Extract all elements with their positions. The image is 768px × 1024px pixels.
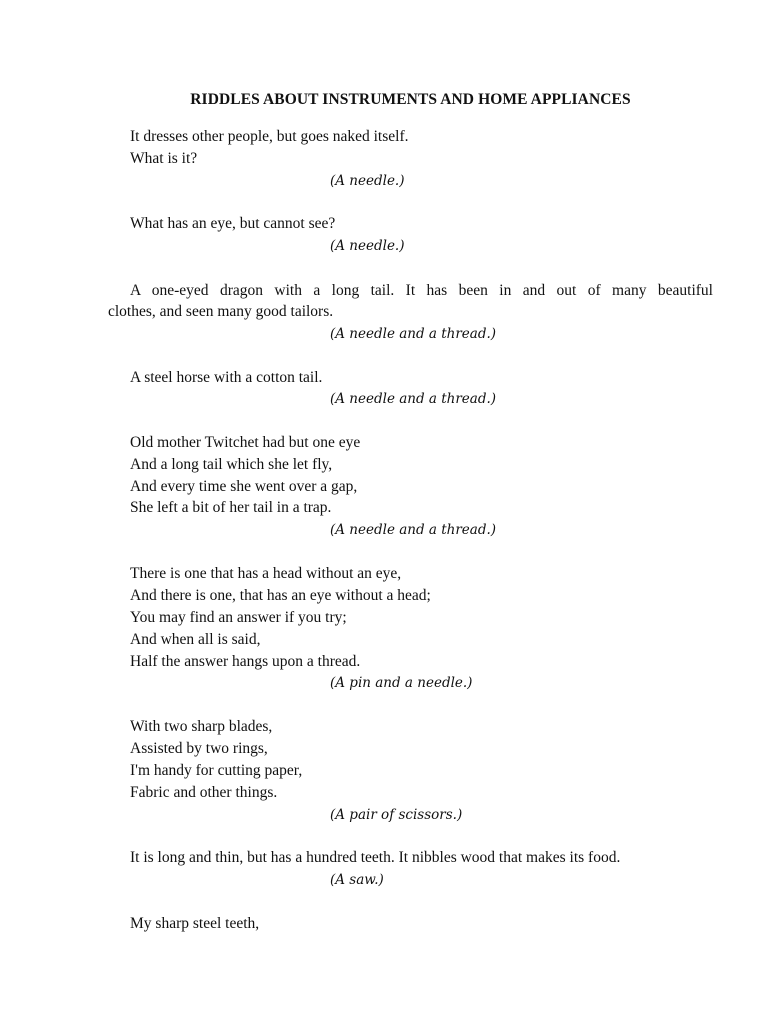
- riddle-line: What is it?: [130, 150, 198, 167]
- riddle-line: And a long tail which she let fly,: [130, 456, 333, 473]
- riddle-answer: (A needle and a thread.): [330, 522, 497, 538]
- riddle-line: Half the answer hangs upon a thread.: [130, 653, 361, 670]
- riddle-line: Assisted by two rings,: [130, 740, 268, 757]
- riddle-line: It dresses other people, but goes naked itself.: [130, 128, 409, 145]
- riddle-line: A steel horse with a cotton tail.: [130, 369, 323, 386]
- riddle-answer: (A needle and a thread.): [330, 326, 497, 342]
- riddle-answer: (A needle.): [330, 238, 405, 254]
- riddle-line: Fabric and other things.: [130, 784, 278, 801]
- riddle-line: And there is one, that has an eye without a head;: [130, 587, 431, 604]
- riddle-answer: (A pin and a needle.): [330, 675, 473, 691]
- riddle-line: Old mother Twitchet had but one eye: [130, 434, 361, 451]
- riddle-line: And when all is said,: [130, 631, 261, 648]
- riddle-line: You may find an answer if you try;: [130, 609, 347, 626]
- riddle-answer: (A needle and a thread.): [330, 391, 497, 407]
- riddle-line: And every time she went over a gap,: [130, 478, 358, 495]
- riddle-line: There is one that has a head without an eye,: [130, 565, 402, 582]
- riddle-line: What has an eye, but cannot see?: [130, 215, 336, 232]
- riddle-line: I'm handy for cutting paper,: [130, 762, 303, 779]
- riddle-line: It is long and thin, but has a hundred teeth. It nibbles wood that makes its food.: [130, 849, 621, 866]
- riddle-answer: (A pair of scissors.): [330, 807, 463, 823]
- riddle-line: clothes, and seen many good tailors.: [108, 303, 334, 320]
- page-title: RIDDLES ABOUT INSTRUMENTS AND HOME APPLIANCES: [190, 91, 631, 108]
- riddle-line: My sharp steel teeth,: [130, 915, 260, 932]
- riddle-answer: (A saw.): [330, 872, 384, 888]
- riddle-line: With two sharp blades,: [130, 718, 273, 735]
- riddle-answer: (A needle.): [330, 173, 405, 189]
- riddle-line: A one-eyed dragon with a long tail. It has been in and out of many beautiful: [130, 282, 713, 299]
- riddle-line: She left a bit of her tail in a trap.: [130, 499, 332, 516]
